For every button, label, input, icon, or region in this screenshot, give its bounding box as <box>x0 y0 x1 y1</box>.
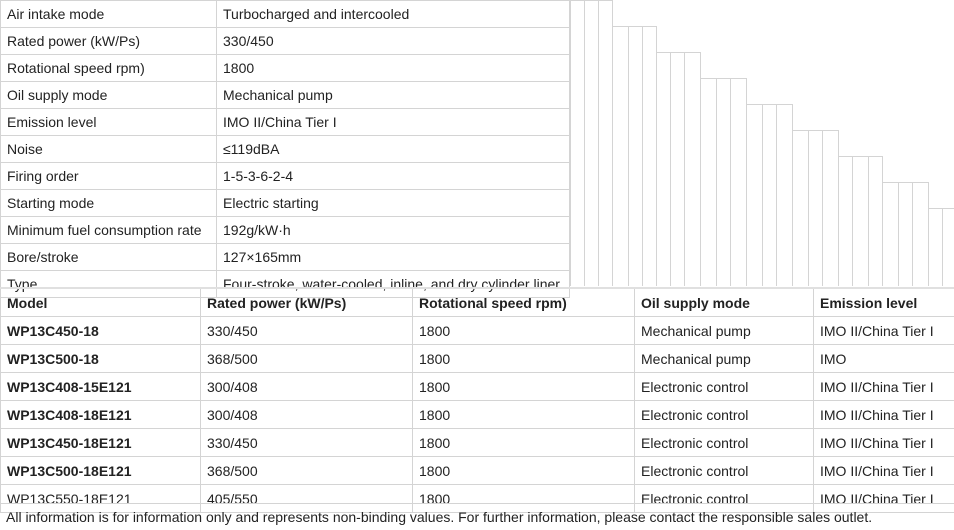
spec-label: Firing order <box>1 163 217 190</box>
spec-row <box>1 28 570 55</box>
emission-cell: IMO II/China Tier I <box>814 429 954 457</box>
spec-value: ≤119dBA <box>217 136 570 163</box>
table-row <box>1 429 954 457</box>
table-row <box>1 457 954 485</box>
spec-label: Starting mode <box>1 190 217 217</box>
spec-label: Type <box>1 271 217 298</box>
speed-cell: 1800 <box>413 429 635 457</box>
spec-value: 1-5-3-6-2-4 <box>217 163 570 190</box>
power-cell: 330/450 <box>201 317 413 345</box>
spec-label: Noise <box>1 136 217 163</box>
emission-cell: IMO II/China Tier I <box>814 401 954 429</box>
table-row <box>1 345 954 373</box>
model-cell: WP13C408-15E121 <box>1 373 201 401</box>
speed-cell: 1800 <box>413 345 635 373</box>
col-header-emission: Emission level <box>814 288 954 317</box>
col-header-rotational-speed: Rotational speed rpm) <box>413 288 635 317</box>
speed-cell: 1800 <box>413 317 635 345</box>
power-cell: 368/500 <box>201 457 413 485</box>
power-cell: 300/408 <box>201 401 413 429</box>
speed-cell: 1800 <box>413 485 635 513</box>
spec-row <box>1 136 570 163</box>
model-cell: WP13C408-18E121 <box>1 401 201 429</box>
model-table-header <box>1 288 954 317</box>
speed-cell: 1800 <box>413 373 635 401</box>
oil-supply-cell: Mechanical pump <box>635 345 814 373</box>
spec-row <box>1 82 570 109</box>
oil-supply-cell: Electronic control <box>635 401 814 429</box>
spec-label: Air intake mode <box>1 1 217 28</box>
spec-value: Turbocharged and intercooled <box>217 1 570 28</box>
spec-label: Bore/stroke <box>1 244 217 271</box>
power-cell: 300/408 <box>201 373 413 401</box>
stepped-grid-lines <box>570 0 954 286</box>
emission-cell: IMO II/China Tier I <box>814 485 954 513</box>
spec-value: Mechanical pump <box>217 82 570 109</box>
speed-cell: 1800 <box>413 457 635 485</box>
spec-value: Four-stroke, water-cooled, inline, and dry cylinder liner <box>217 271 570 298</box>
emission-cell: IMO II/China Tier I <box>814 373 954 401</box>
spec-row <box>1 190 570 217</box>
power-cell: 330/450 <box>201 429 413 457</box>
speed-cell: 1800 <box>413 401 635 429</box>
oil-supply-cell: Electronic control <box>635 457 814 485</box>
oil-supply-cell: Electronic control <box>635 429 814 457</box>
col-header-oil-supply: Oil supply mode <box>635 288 814 317</box>
table-row <box>1 317 954 345</box>
oil-supply-cell: Mechanical pump <box>635 317 814 345</box>
emission-cell: IMO II/China Tier I <box>814 457 954 485</box>
spec-value: 1800 <box>217 55 570 82</box>
oil-supply-cell: Electronic control <box>635 485 814 513</box>
spec-table <box>0 0 570 298</box>
spec-label: Minimum fuel consumption rate <box>1 217 217 244</box>
spec-label: Oil supply mode <box>1 82 217 109</box>
footnote-disclaimer: All information is for information only and represents non-binding values. For further information, please contact the responsible sales outlet. <box>0 503 954 529</box>
col-header-rated-power: Rated power (kW/Ps) <box>201 288 413 317</box>
spec-label: Rated power (kW/Ps) <box>1 28 217 55</box>
spec-row <box>1 109 570 136</box>
model-cell: WP13C500-18 <box>1 345 201 373</box>
emission-cell: IMO <box>814 345 954 373</box>
col-header-model: Model <box>1 288 201 317</box>
model-cell: WP13C550-18E121 <box>1 485 201 513</box>
power-cell: 405/550 <box>201 485 413 513</box>
spec-label: Emission level <box>1 109 217 136</box>
table-row <box>1 373 954 401</box>
spec-label: Rotational speed rpm) <box>1 55 217 82</box>
spec-row <box>1 163 570 190</box>
table-row <box>1 401 954 429</box>
model-cell: WP13C450-18 <box>1 317 201 345</box>
emission-cell: IMO II/China Tier I <box>814 317 954 345</box>
model-table <box>0 287 954 513</box>
spec-value: 127×165mm <box>217 244 570 271</box>
spec-row <box>1 55 570 82</box>
spec-value: IMO II/China Tier I <box>217 109 570 136</box>
spec-row <box>1 1 570 28</box>
spec-value: Electric starting <box>217 190 570 217</box>
model-cell: WP13C450-18E121 <box>1 429 201 457</box>
power-cell: 368/500 <box>201 345 413 373</box>
spec-value: 330/450 <box>217 28 570 55</box>
spec-row <box>1 217 570 244</box>
oil-supply-cell: Electronic control <box>635 373 814 401</box>
model-cell: WP13C500-18E121 <box>1 457 201 485</box>
spec-row <box>1 244 570 271</box>
spec-value: 192g/kW·h <box>217 217 570 244</box>
